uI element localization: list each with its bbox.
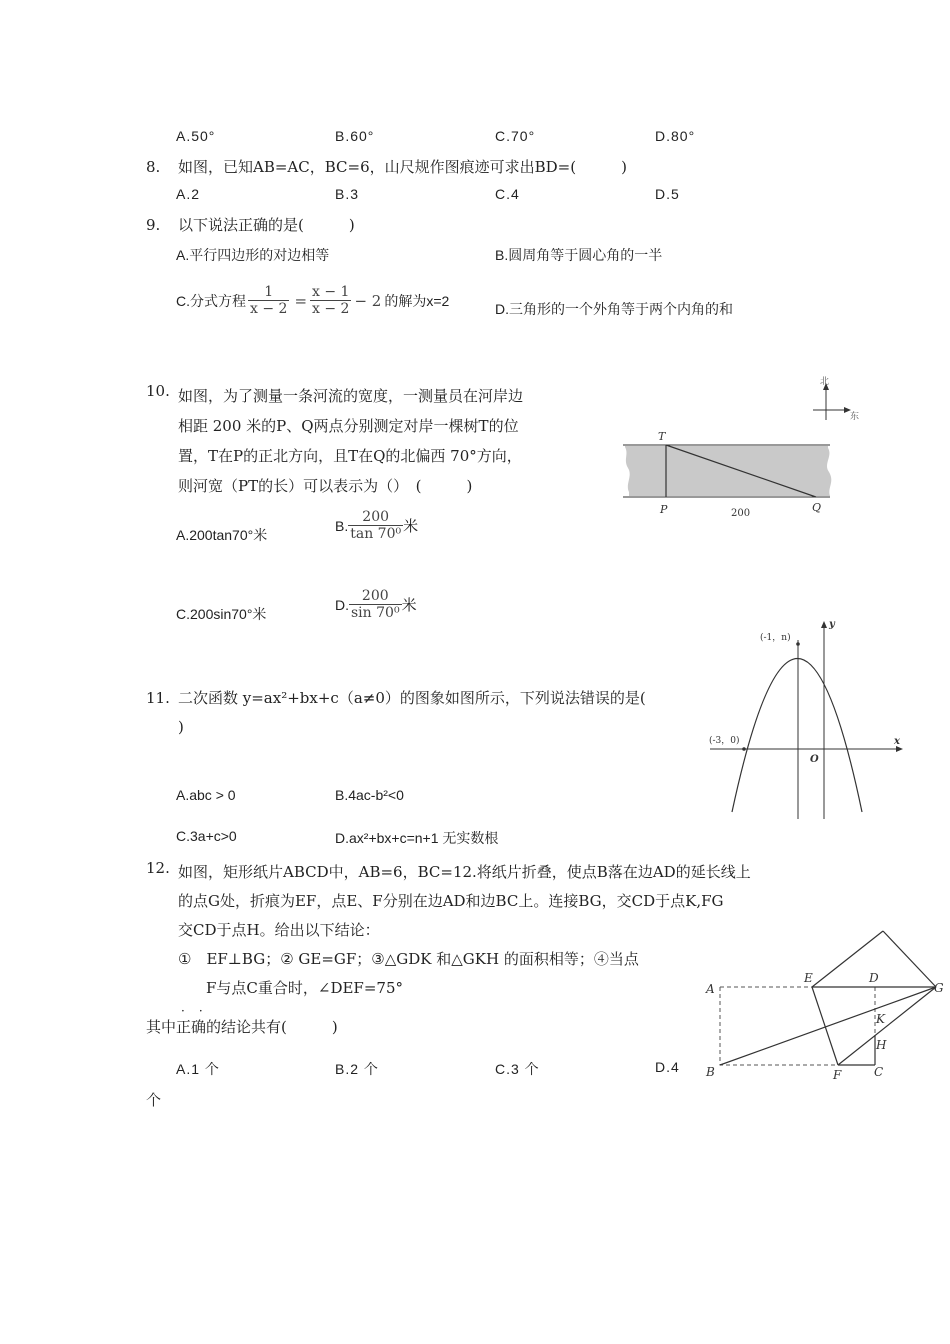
q7-option-b: B.60°: [335, 128, 375, 144]
q9-equation-fraction-2: $\frac{x - 1}{x - 2}$: [312, 284, 350, 317]
q12-option-c: C.3 个: [495, 1061, 540, 1077]
q9-text: 以下说法正确的是( ): [178, 216, 355, 234]
q9-option-a: A.平行四边形的对边相等: [176, 247, 330, 263]
point-q-label: Q: [812, 501, 822, 514]
distance-label: 200: [731, 508, 751, 519]
point-d-label: D: [869, 971, 879, 985]
q11-parabola-figure: [700, 615, 910, 820]
point-t-label: T: [658, 430, 666, 443]
q10-option-d-fraction: [349, 588, 402, 621]
point-e-label: E: [804, 971, 813, 985]
q9-option-c-prefix: C.分式方程: [176, 292, 246, 309]
point-p-label: P: [660, 503, 668, 516]
q11-option-b: B.4ac-b²<0: [335, 787, 404, 803]
q10-option-d-numerator: 200: [361, 588, 389, 604]
q8-option-a: A.2: [176, 186, 201, 202]
q9-option-c: C.分式方程 $\frac{1}{x - 2}$ = $\frac{x - 1}{x - 2}$ − 2 的解为x=2: [176, 284, 450, 317]
q10-option-b: [335, 509, 418, 542]
q10-text: [178, 381, 523, 501]
q8-number: 8.: [146, 158, 161, 176]
q9-equation-fraction-1: $\frac{1}{x - 2}$: [250, 284, 288, 317]
q7-option-c: C.70°: [495, 128, 536, 144]
emphasis-dots: ··: [181, 1004, 217, 1018]
q12-ask: 其中正确的结论共有( ): [146, 1018, 338, 1036]
q7-option-a: A.50°: [176, 128, 216, 144]
q10-line-2: 相距 200 米的P、Q两点分别测定对岸一棵树T的位: [178, 417, 519, 435]
q10-option-b-fraction: [348, 509, 403, 542]
q10-option-d-unit: 米: [401, 597, 417, 614]
q12-option-d-wrap: 个: [146, 1091, 162, 1109]
q11-text-cont: ): [178, 718, 184, 736]
q8-text: 如图，已知AB=AC，BC=6，山尺规作图痕迹可求出BD=( ): [178, 158, 627, 176]
point-a-label: A: [706, 982, 715, 996]
q12-number: 12.: [146, 859, 170, 877]
q9-number: 9.: [146, 216, 161, 234]
point-c-label: C: [874, 1065, 884, 1079]
q12-line-2: 的点G处，折痕为EF，点E、F分别在边AD和边BC上。连接BG，交CD于点K,FG: [178, 892, 724, 910]
q12-conclusion-2: F与点C重合时，∠DEF=75°: [206, 979, 403, 997]
q12-line-3: 交CD于点H。给出以下结论：: [178, 921, 380, 939]
root-label: (-3，0): [709, 736, 740, 746]
q10-line-4: 则河宽（PT的长）可以表示为（） ( ): [178, 477, 473, 495]
q11-option-c: C.3a+c>0: [176, 828, 237, 844]
q11-option-a: A.abc > 0: [176, 787, 236, 803]
q9-option-c-suffix: 的解为x=2: [384, 292, 450, 309]
q12-option-b: B.2 个: [335, 1061, 379, 1077]
q8-option-b: B.3: [335, 186, 360, 202]
q10-option-b-prefix: B.: [335, 517, 349, 534]
q11-number: 11.: [146, 689, 170, 707]
q10-line-3: 置，T在P的正北方向，且T在Q的北偏西 70°方向，: [178, 447, 522, 465]
q10-option-c: C.200sin70°米: [176, 606, 267, 622]
point-g-label: G: [934, 981, 944, 995]
q10-line-1: 如图，为了测量一条河流的宽度，一测量员在河岸边: [178, 387, 524, 405]
q12-conclusion-1: ① EF⊥BG；② GE=GF；③△GDK 和△GKH 的面积相等；④当点: [178, 950, 639, 968]
q7-option-d: D.80°: [655, 128, 696, 144]
q10-option-d: [335, 588, 417, 621]
q11-option-d: D.ax²+bx+c=n+1 无实数根: [335, 830, 499, 846]
q12-option-a: A.1 个: [176, 1061, 220, 1077]
point-f-label: F: [833, 1068, 842, 1082]
q12-line-1: 如图，矩形纸片ABCD中，AB=6，BC=12.将纸片折叠，使点B落在边AD的延长线上: [178, 863, 751, 881]
q9-option-d: D.三角形的一个外角等于两个内角的和: [495, 301, 733, 317]
q8-option-c: C.4: [495, 186, 520, 202]
y-axis-label: y: [829, 619, 835, 630]
q12-option-d: D.4: [655, 1059, 680, 1075]
q10-option-b-numerator: 200: [362, 509, 390, 525]
q10-number: 10.: [146, 382, 170, 400]
point-h-label: H: [876, 1038, 887, 1052]
east-label: 东: [850, 412, 860, 422]
vertex-label: (-1，n): [760, 633, 791, 643]
point-k-label: K: [876, 1012, 885, 1026]
q10-option-d-denominator: sin 70⁰: [351, 605, 400, 621]
origin-label: O: [810, 754, 819, 765]
q10-option-a: A.200tan70°米: [176, 527, 268, 543]
q8-option-d: D.5: [655, 186, 680, 202]
q10-option-d-prefix: D.: [335, 596, 349, 613]
q10-river-figure: [615, 372, 870, 522]
q12-text: [178, 858, 751, 1003]
q10-option-b-unit: 米: [403, 518, 419, 535]
x-axis-label: x: [894, 736, 900, 747]
q11-text: 二次函数 y=ax²+bx+c（a≠0）的图象如图所示，下列说法错误的是(: [178, 689, 646, 707]
north-label: 北: [820, 377, 830, 387]
q9-option-b: B.圆周角等于圆心角的一半: [495, 247, 663, 263]
q12-fold-figure: [700, 925, 950, 1085]
point-b-label: B: [706, 1065, 715, 1079]
q10-option-b-denominator: tan 70⁰: [350, 526, 402, 542]
